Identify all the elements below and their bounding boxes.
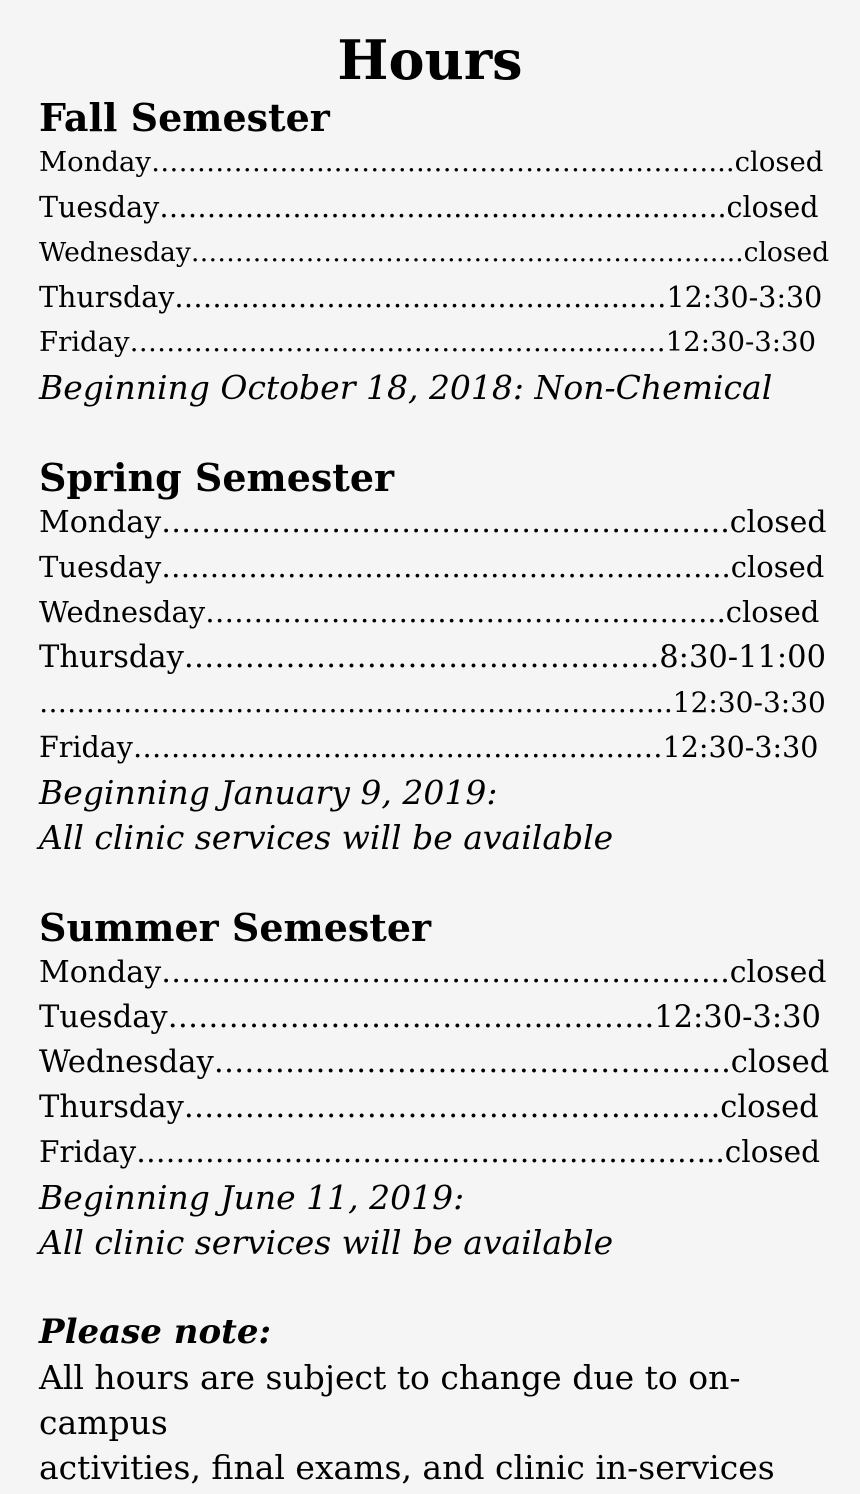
spacer bbox=[39, 1265, 829, 1310]
summer-heading: Summer Semester bbox=[39, 905, 432, 950]
spring-row-thursday: Thursday…………………………………..…...8:30-11:00 bbox=[39, 640, 826, 675]
summer-row-tuesday: Tuesday………………………………..……….12:30-3:30 bbox=[39, 1000, 821, 1035]
spring-row-friday: Friday……………………..……………….…..……12:30-3:30 bbox=[39, 731, 819, 764]
spring-note-line1: Beginning January 9, 2019: bbox=[39, 773, 498, 812]
summer-row-wednesday: Wednesday……………………………………….…..closed bbox=[39, 1045, 830, 1080]
fall-heading: Fall Semester bbox=[39, 95, 330, 140]
fall-row-tuesday: Tuesday…………………………..………………..……..closed bbox=[39, 191, 819, 224]
spring-row-wednesday: Wednesday……………………………………………...closed bbox=[39, 595, 820, 629]
summer-note-line2: All clinic services will be available bbox=[39, 1223, 614, 1262]
summer-row-thursday: Thursday………………………………………..…...closed bbox=[39, 1090, 819, 1125]
please-note-line1: All hours are subject to change due to on-campus bbox=[39, 1358, 741, 1442]
spring-row-monday: Monday………………………………………………...closed bbox=[39, 505, 827, 540]
fall-row-thursday: Thursday……………………………….………...…12:30-3:30 bbox=[39, 281, 823, 314]
fall-row-friday: Friday………………………………………...........…12:30-3:30 bbox=[39, 326, 817, 358]
spring-row-tuesday: Tuesday…………………………………………………..closed bbox=[39, 550, 825, 584]
please-note-line2: activities, final exams, and clinic in-services bbox=[39, 1448, 775, 1487]
spacer bbox=[39, 860, 829, 905]
summer-note-line1: Beginning June 11, 2019: bbox=[39, 1178, 465, 1217]
summer-row-monday: Monday………………………………………………...closed bbox=[39, 955, 827, 990]
spring-row-thursday-2: …………………………………………………………..12:30-3:30 bbox=[39, 686, 826, 719]
summer-row-friday: Friday…………………………………………………...closed bbox=[39, 1135, 820, 1169]
spacer bbox=[39, 410, 829, 455]
fall-note: Beginning October 18, 2018: Non-Chemical bbox=[39, 368, 773, 407]
please-note-heading: Please note: bbox=[39, 1312, 272, 1352]
fall-row-wednesday: Wednesday………………………………….…...………….....closed bbox=[39, 237, 830, 268]
fall-row-monday: Monday………………..………..…………………………...closed bbox=[39, 146, 824, 178]
hours-content bbox=[39, 95, 829, 1490]
spring-heading: Spring Semester bbox=[39, 455, 395, 500]
spring-note-line2: All clinic services will be available bbox=[39, 818, 614, 857]
page-title: Hours bbox=[337, 28, 523, 92]
